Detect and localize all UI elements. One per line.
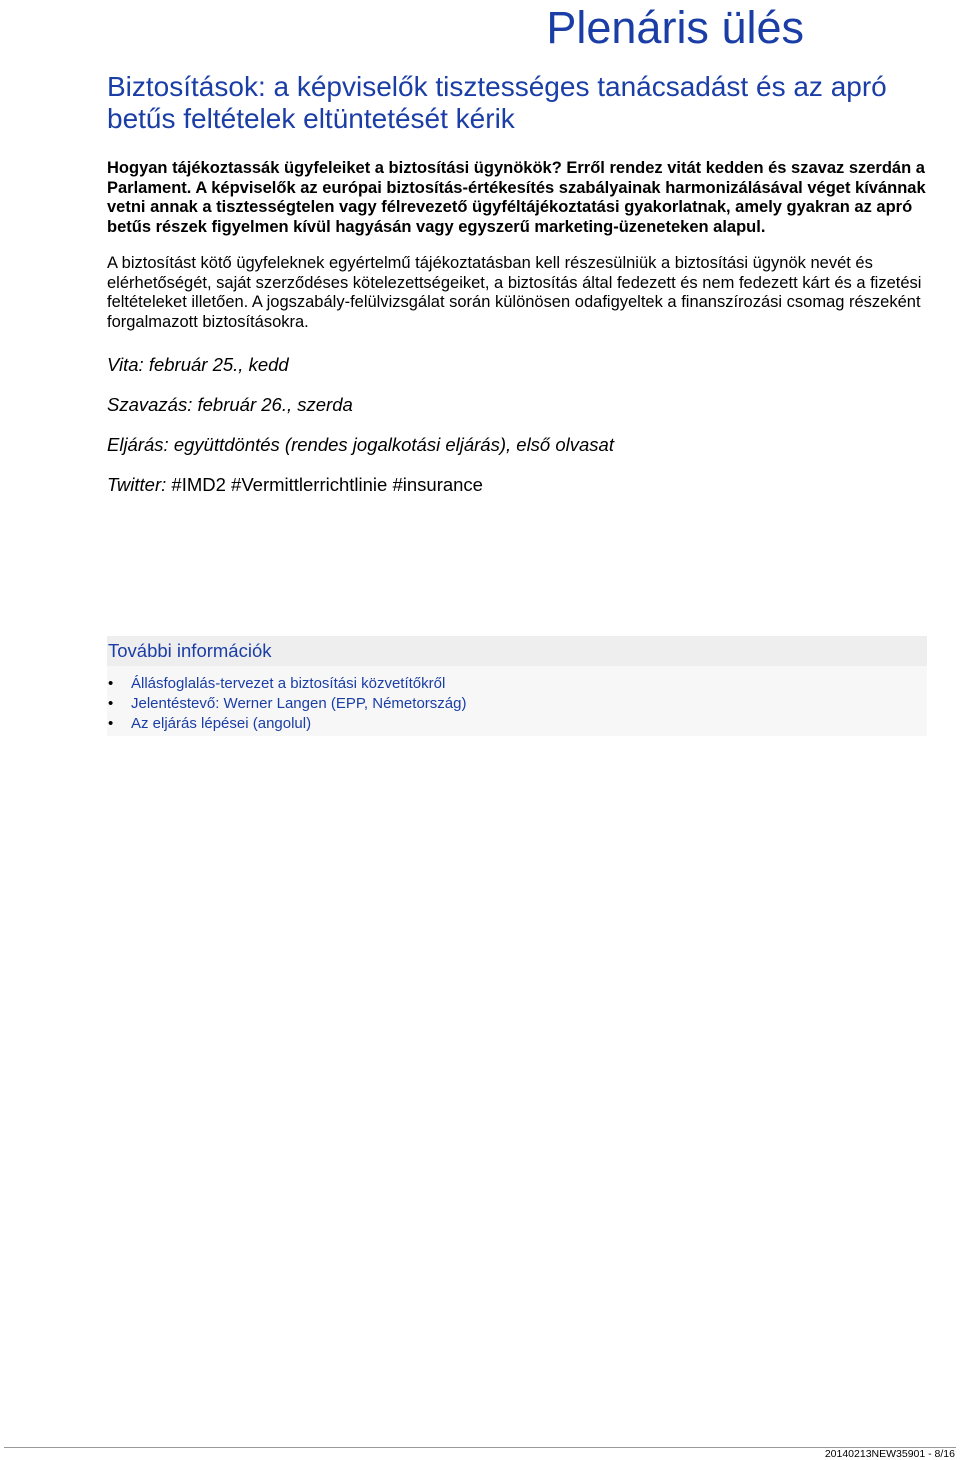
bullet-icon: •	[108, 695, 114, 712]
link-procedure-steps[interactable]: Az eljárás lépései (angolul)	[131, 715, 312, 732]
article-lead: Hogyan tájékoztassák ügyfeleiket a biztosítási ügynökök? Erről rendez vitát kedden és szavaz szerdán a Parlament. A képviselők az európai biztosítás-értékesítés szabályainak harmonizálásával véget kívánnak vetni annak a tisztességtelen vagy félrevezető ügyféltájékoztatási gyakorlatnak, amely gyakran az apró betűs részek figyelmen kívül hagyásán vagy egyszerű marketing-üzeneteken alapul.	[107, 159, 926, 236]
bullet-icon: •	[108, 715, 114, 732]
footer-divider	[4, 1447, 956, 1448]
article-title: Biztosítások: a képviselők tisztességes tanácsadást és az apró betűs feltételek eltüntetését kérik	[107, 71, 887, 134]
article-body: A biztosítást kötő ügyfeleknek egyértelmű tájékoztatásban kell részesülniük a biztosítási ügynök nevét és elérhetőségét, saját szerződéses kötelezettségeiket, a biztosítás által fedezett és nem fedezett kárt és a fizetési feltételeket illetően. A jogszabály-felülvizsgálat során különösen odafigyeltek a finanszírozási csomag részeként forgalmazott biztosításokra.	[107, 254, 922, 331]
link-resolution-draft[interactable]: Állásfoglalás-tervezet a biztosítási közvetítőkről	[131, 675, 446, 692]
debate-date	[107, 354, 927, 376]
procedure-value: együttdöntés (rendes jogalkotási eljárás), első olvasat	[173, 434, 614, 455]
vote-label: Szavazás:	[107, 394, 193, 415]
more-info-box	[107, 636, 927, 736]
debate-value: február 25., kedd	[148, 354, 289, 375]
twitter-value: #IMD2 #Vermittlerrichtlinie #insurance	[171, 474, 483, 495]
more-info-heading: További információk	[107, 636, 927, 666]
more-info-item	[107, 694, 927, 714]
link-rapporteur[interactable]: Jelentéstevő: Werner Langen (EPP, Németország)	[131, 695, 467, 712]
procedure	[107, 434, 927, 456]
section-label: Plenáris ülés	[546, 2, 804, 53]
debate-label: Vita:	[107, 354, 144, 375]
vote-value: február 26., szerda	[197, 394, 353, 415]
procedure-label: Eljárás:	[107, 434, 169, 455]
article	[107, 71, 927, 514]
more-info-item	[107, 714, 927, 734]
footer-page-ref: 20140213NEW35901 - 8/16	[824, 1448, 955, 1460]
bullet-icon: •	[108, 675, 114, 692]
twitter-label: Twitter:	[107, 474, 167, 495]
more-info-list	[107, 666, 927, 734]
more-info-item	[107, 674, 927, 694]
twitter-tags	[107, 474, 927, 496]
vote-date	[107, 394, 927, 416]
